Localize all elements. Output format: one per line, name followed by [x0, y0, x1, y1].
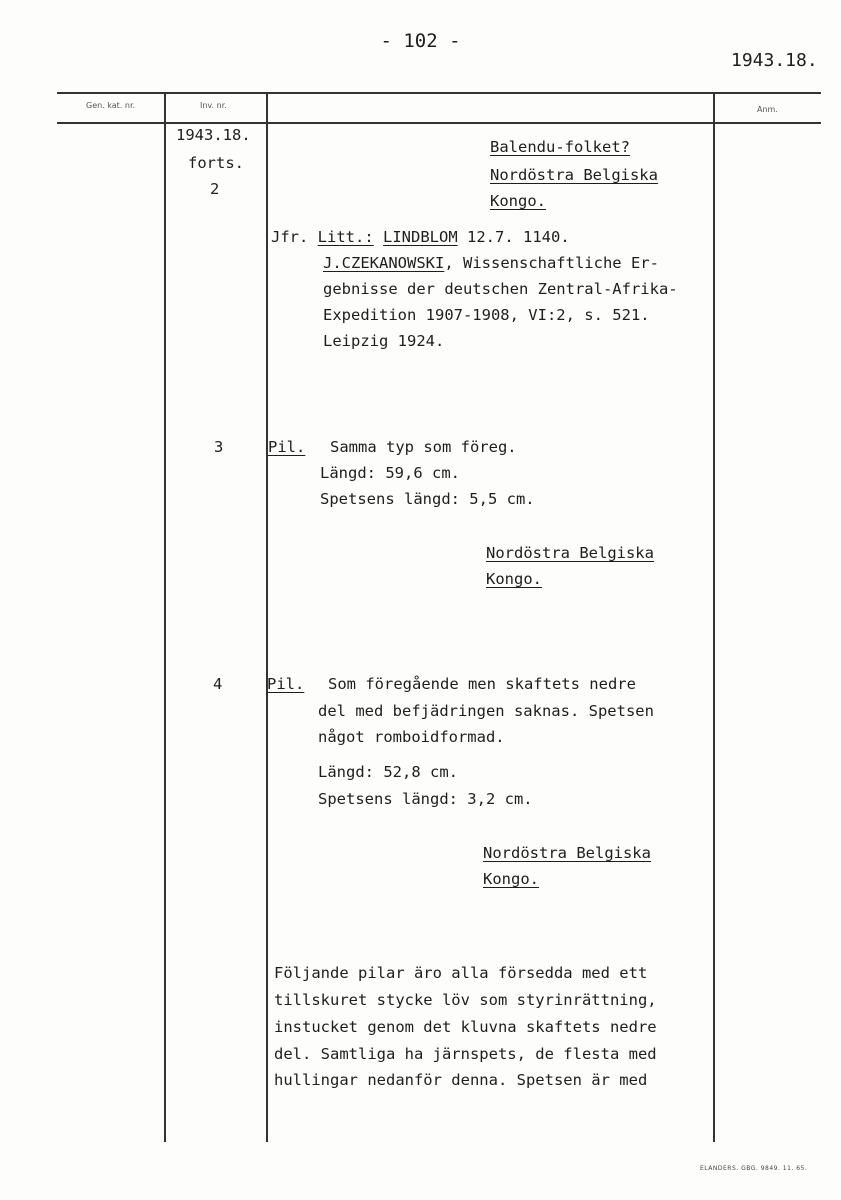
entry-3-number: 3 [214, 438, 224, 456]
entry-3-object: Pil. [268, 438, 306, 456]
entry-3-length: Längd: 59,6 cm. [320, 464, 460, 482]
entry-2-ref-line2 [323, 250, 659, 276]
entry-2-region-line1: Nordöstra Belgiska [490, 166, 658, 184]
page-number: - 102 - [380, 30, 461, 52]
entry-3-region-line2: Kongo. [486, 570, 542, 588]
column-divider-gen [164, 92, 166, 1142]
entry-4-tip-length: Spetsens längd: 3,2 cm. [318, 790, 533, 808]
column-heading-gen-kat-nr: Gen. kat. nr. [86, 101, 136, 110]
general-note-line4: del. Samtliga ha järnspets, de flesta med [274, 1045, 657, 1063]
ref-lindblom-rest: 12.7. 1140. [467, 228, 570, 246]
entry-2-people: Balendu-folket? [490, 138, 630, 156]
ref-czekanowski: J.CZEKANOWSKI [323, 254, 445, 272]
ref-lindblom: LINDBLOM [383, 228, 458, 246]
entry-4-number: 4 [213, 675, 223, 693]
ref-czekanowski-rest: , Wissenschaftliche Er- [444, 254, 659, 272]
entry-3-description: Samma typ som föreg. [330, 438, 517, 456]
catalog-number-header: 1943.18. [731, 50, 818, 71]
entry-3-region-line1: Nordöstra Belgiska [486, 544, 654, 562]
printer-imprint: ELANDERS. GBG. 9849. 11. 65. [700, 1165, 808, 1172]
forts-label: forts. [188, 154, 244, 172]
general-note-line1: Följande pilar äro alla försedda med ett [274, 964, 648, 982]
entry-4-desc-line3: något romboidformad. [318, 728, 505, 746]
column-divider-anm [713, 92, 715, 1142]
entry-2-ref-line1 [271, 224, 570, 250]
inv-number: 1943.18. [176, 126, 251, 144]
column-divider-inv [266, 92, 268, 1142]
column-heading-inv-nr: Inv. nr. [200, 101, 227, 110]
entry-2-number: 2 [210, 180, 220, 198]
entry-4-desc-line2: del med befjädringen saknas. Spetsen [318, 702, 654, 720]
entry-4-desc-line1: Som föregående men skaftets nedre [328, 675, 636, 693]
entry-4-object: Pil. [267, 675, 305, 693]
entry-4-region-line2: Kongo. [483, 870, 539, 888]
column-heading-anm: Anm. [757, 105, 778, 114]
entry-2-ref-line4: Expedition 1907-1908, VI:2, s. 521. [323, 306, 650, 324]
entry-4-region-line1: Nordöstra Belgiska [483, 844, 651, 862]
litt-label: Litt.: [317, 228, 374, 246]
entry-2-ref-line3: gebnisse der deutschen Zentral-Afrika- [323, 280, 678, 298]
entry-2-region-line2: Kongo. [490, 192, 546, 210]
entry-4-length: Längd: 52,8 cm. [318, 763, 458, 781]
general-note-line3: instucket genom det kluvna skaftets nedre [274, 1018, 657, 1036]
entry-3-tip-length: Spetsens längd: 5,5 cm. [320, 490, 535, 508]
table-header-rule [57, 122, 821, 124]
table-top-rule [57, 92, 821, 94]
general-note-line2: tillskuret stycke löv som styrinrättning, [274, 991, 657, 1009]
jfr-label: Jfr. [271, 228, 309, 246]
general-note-line5: hullingar nedanför denna. Spetsen är med [274, 1071, 648, 1089]
entry-2-ref-line5: Leipzig 1924. [323, 332, 445, 350]
